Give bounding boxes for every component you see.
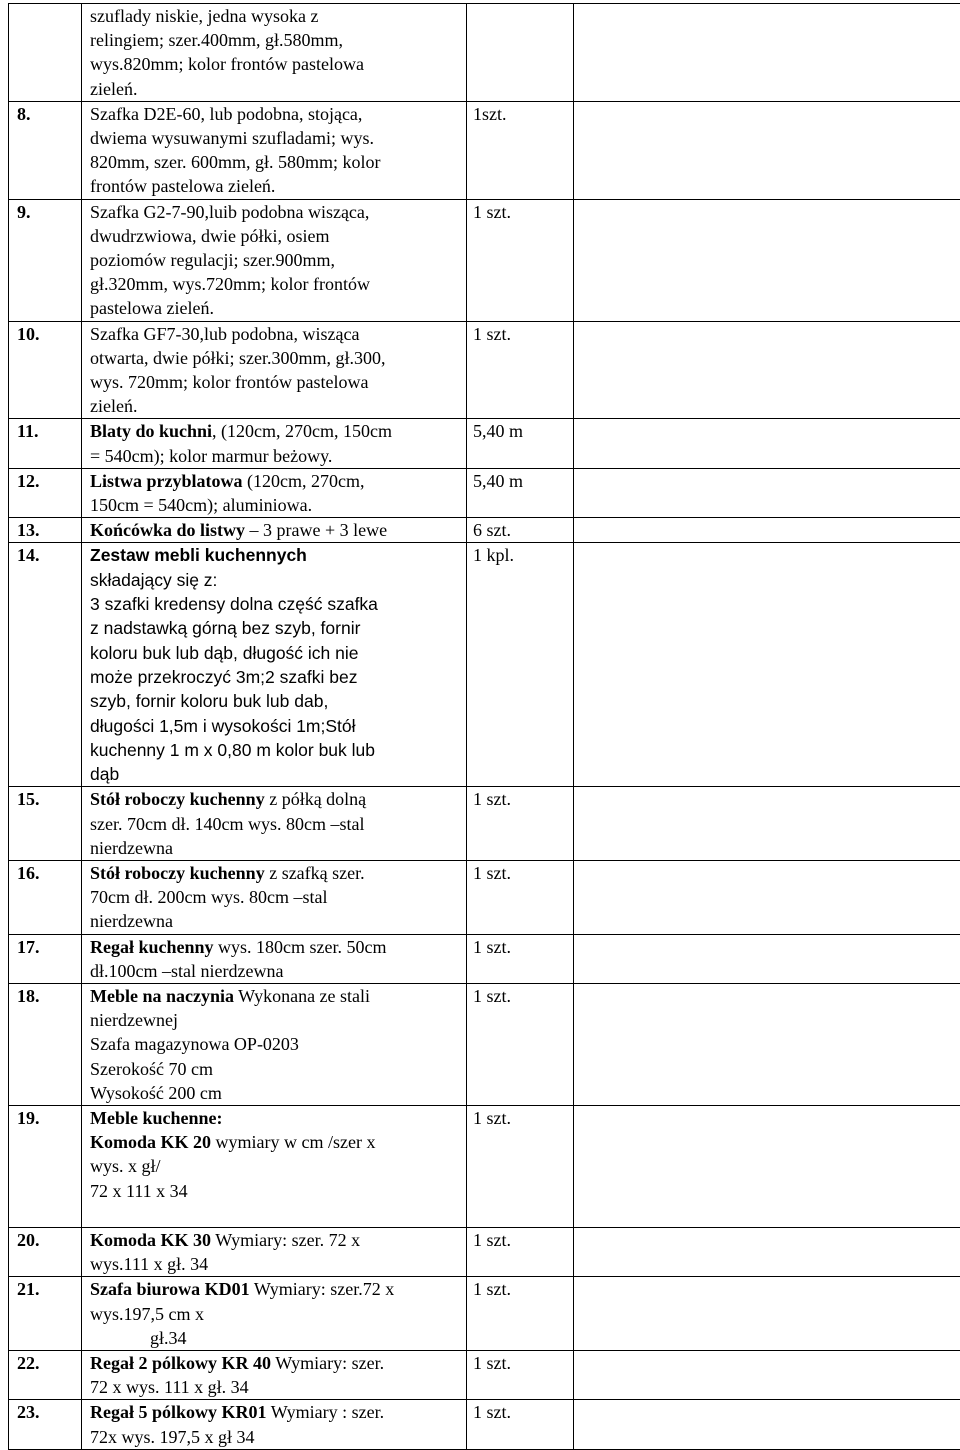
extra-column	[574, 984, 960, 1106]
extra-column	[574, 543, 960, 787]
item-quantity: 1 szt.	[467, 1227, 574, 1276]
item-description: szuflady niskie, jedna wysoka z relingiem; szer.400mm, gł.580mm, wys.820mm; kolor frontów pastelowa zieleń.	[82, 4, 467, 102]
item-description: Stół roboczy kuchenny z półką dolną szer. 70cm dł. 140cm wys. 80cm –stal nierdzewna	[82, 787, 467, 861]
table-row	[9, 1400, 960, 1449]
item-number: 18.	[9, 984, 82, 1106]
extra-column	[574, 468, 960, 517]
item-quantity: 1 szt.	[467, 1277, 574, 1351]
item-quantity: 1 szt.	[467, 1400, 574, 1449]
extra-column	[574, 1277, 960, 1351]
extra-column	[574, 1227, 960, 1276]
extra-column	[574, 199, 960, 321]
item-number: 22.	[9, 1350, 82, 1399]
item-number: 12.	[9, 468, 82, 517]
item-quantity: 1 szt.	[467, 984, 574, 1106]
item-number: 19.	[9, 1106, 82, 1228]
table-row	[9, 984, 960, 1106]
table-row	[9, 101, 960, 199]
item-number	[9, 4, 82, 102]
table-row	[9, 199, 960, 321]
extra-column	[574, 101, 960, 199]
item-description: Szafka GF7-30,lub podobna, wisząca otwarta, dwie półki; szer.300mm, gł.300, wys. 720mm; kolor frontów pastelowa zieleń.	[82, 321, 467, 419]
extra-column	[574, 861, 960, 935]
item-number: 17.	[9, 934, 82, 983]
item-description: Komoda KK 30 Wymiary: szer. 72 x wys.111 x gł. 34	[82, 1227, 467, 1276]
item-quantity: 1 kpl.	[467, 543, 574, 787]
table-row	[9, 1350, 960, 1399]
table-row	[9, 1106, 960, 1228]
item-number: 10.	[9, 321, 82, 419]
item-quantity	[467, 4, 574, 102]
item-number: 15.	[9, 787, 82, 861]
item-quantity: 1 szt.	[467, 787, 574, 861]
item-description: Zestaw mebli kuchennych składający się z: 3 szafki kredensy dolna część szafka z nadstawką górną bez szyb, fornir koloru buk lub dąb, długość ich nie może przekroczyć 3m;2 szafki bez szyb, fornir koloru buk lub dab, długości 1,5m i wysokości 1m;Stół kuchenny 1 m x 0,80 m kolor buk lub dąb	[82, 543, 467, 787]
item-description: Regał 2 pólkowy KR 40 Wymiary: szer. 72 x wys. 111 x gł. 34	[82, 1350, 467, 1399]
item-description: Meble kuchenne: Komoda KK 20 wymiary w cm /szer x wys. x gł/ 72 x 111 x 34	[82, 1106, 467, 1228]
item-description: Regał 5 pólkowy KR01 Wymiary : szer. 72x wys. 197,5 x gł 34	[82, 1400, 467, 1449]
item-number: 23.	[9, 1400, 82, 1449]
item-description: Szafka D2E-60, lub podobna, stojąca, dwiema wysuwanymi szufladami; wys. 820mm, szer. 600mm, gł. 580mm; kolor frontów pastelowa zieleń.	[82, 101, 467, 199]
extra-column	[574, 1106, 960, 1228]
item-quantity: 5,40 m	[467, 419, 574, 468]
item-quantity: 1 szt.	[467, 1106, 574, 1228]
item-quantity: 1 szt.	[467, 321, 574, 419]
item-number: 16.	[9, 861, 82, 935]
table-row	[9, 419, 960, 468]
table-row	[9, 518, 960, 543]
item-number: 13.	[9, 518, 82, 543]
extra-column	[574, 4, 960, 102]
item-number: 14.	[9, 543, 82, 787]
table-row	[9, 321, 960, 419]
item-description: Blaty do kuchni, (120cm, 270cm, 150cm = 540cm); kolor marmur beżowy.	[82, 419, 467, 468]
item-quantity: 6 szt.	[467, 518, 574, 543]
extra-column	[574, 1350, 960, 1399]
extra-column	[574, 934, 960, 983]
item-number: 21.	[9, 1277, 82, 1351]
item-number: 8.	[9, 101, 82, 199]
table-row	[9, 543, 960, 787]
equipment-spec-table	[8, 3, 960, 1450]
table-row	[9, 468, 960, 517]
item-quantity: 1 szt.	[467, 1350, 574, 1399]
item-quantity: 1szt.	[467, 101, 574, 199]
item-quantity: 5,40 m	[467, 468, 574, 517]
table-row	[9, 4, 960, 102]
item-quantity: 1 szt.	[467, 861, 574, 935]
table-row	[9, 787, 960, 861]
item-description: Regał kuchenny wys. 180cm szer. 50cm dł.100cm –stal nierdzewna	[82, 934, 467, 983]
table-row	[9, 934, 960, 983]
item-description: Stół roboczy kuchenny z szafką szer. 70cm dł. 200cm wys. 80cm –stal nierdzewna	[82, 861, 467, 935]
item-description: Listwa przyblatowa (120cm, 270cm, 150cm = 540cm); aluminiowa.	[82, 468, 467, 517]
item-description: Szafka G2-7-90,luib podobna wisząca, dwudrzwiowa, dwie półki, osiem poziomów regulacji; szer.900mm, gł.320mm, wys.720mm; kolor frontów pastelowa zieleń.	[82, 199, 467, 321]
extra-column	[574, 419, 960, 468]
extra-column	[574, 321, 960, 419]
extra-column	[574, 518, 960, 543]
extra-column	[574, 1400, 960, 1449]
item-description: Szafa biurowa KD01 Wymiary: szer.72 x wys.197,5 cm x gł.34	[82, 1277, 467, 1351]
table-row	[9, 1277, 960, 1351]
extra-column	[574, 787, 960, 861]
item-quantity: 1 szt.	[467, 199, 574, 321]
item-number: 11.	[9, 419, 82, 468]
item-description: Końcówka do listwy – 3 prawe + 3 lewe	[82, 518, 467, 543]
item-number: 9.	[9, 199, 82, 321]
item-description: Meble na naczynia Wykonana ze stali nierdzewnej Szafa magazynowa OP-0203 Szerokość 70 cm Wysokość 200 cm	[82, 984, 467, 1106]
table-row	[9, 861, 960, 935]
table-row	[9, 1227, 960, 1276]
item-quantity: 1 szt.	[467, 934, 574, 983]
item-number: 20.	[9, 1227, 82, 1276]
